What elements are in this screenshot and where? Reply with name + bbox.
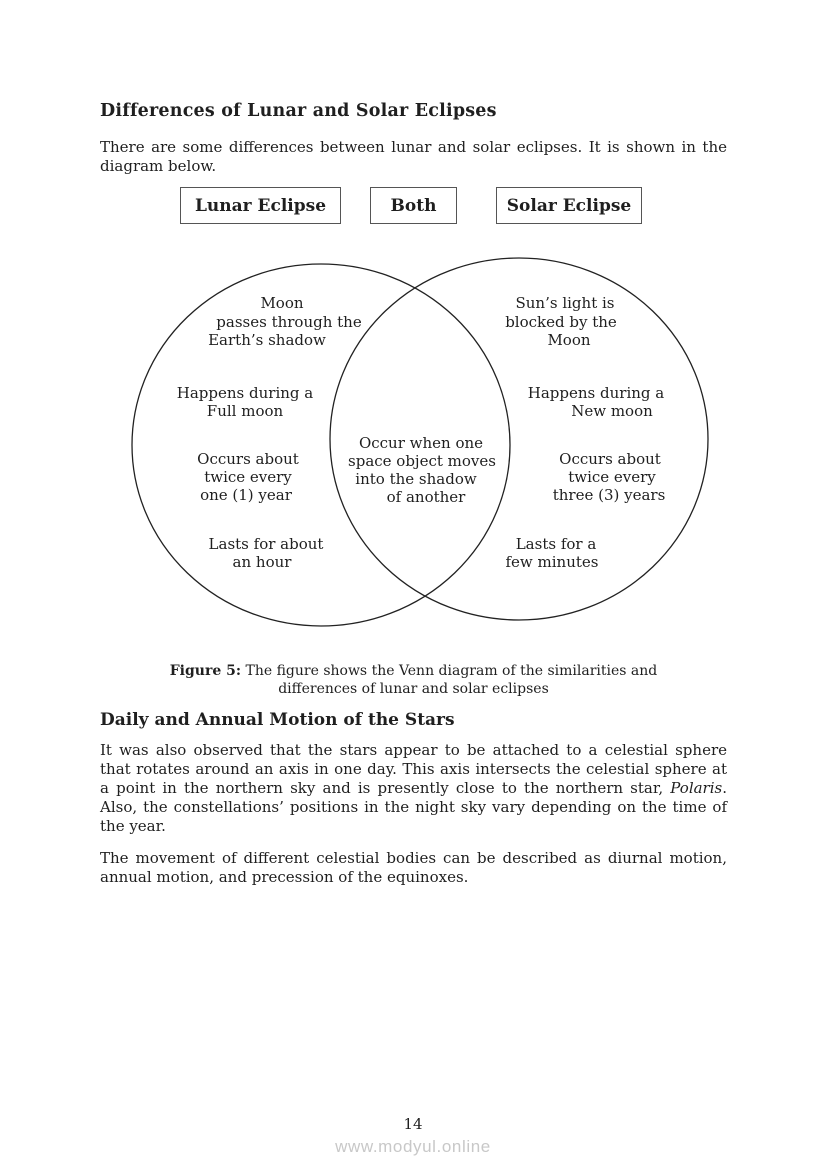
- venn-left-item-duration: [209, 535, 324, 571]
- venn-text-line: space object moves: [348, 452, 496, 470]
- label-box-lunar-eclipse: [180, 187, 341, 224]
- intro-paragraph: There are some differences between lunar and solar eclipses. It is shown in the diagram below.: [100, 138, 727, 175]
- venn-text-line: Happens during a: [527, 384, 665, 402]
- watermark-text: www.modyul.online: [335, 1137, 491, 1156]
- figure-caption-text: The figure shows the Venn diagram of the similarities and: [241, 663, 658, 679]
- venn-left-item-frequency: [197, 450, 299, 504]
- venn-text-line: Earth’s shadow: [208, 331, 326, 349]
- venn-text-line: Lasts for a: [515, 535, 597, 553]
- venn-text-line: twice every: [204, 468, 292, 486]
- venn-text-line: one (1) year: [200, 486, 292, 504]
- label-lunar-eclipse: Lunar Eclipse: [194, 195, 327, 216]
- venn-right-item-sun-blocked: [505, 294, 617, 349]
- venn-diagram: [130, 252, 710, 630]
- venn-text-line: Lasts for about: [208, 535, 324, 553]
- venn-text-line: twice every: [568, 468, 656, 486]
- venn-text-line: into the shadow: [355, 470, 477, 488]
- label-box-solar-eclipse: [496, 187, 642, 224]
- label-solar-eclipse: Solar Eclipse: [506, 195, 632, 216]
- venn-legend-row: [100, 187, 727, 224]
- venn-right-item-new-moon: [528, 384, 664, 420]
- venn-text-line: few minutes: [505, 553, 599, 571]
- venn-right-item-frequency: [553, 450, 666, 504]
- figure-caption-line1: [100, 662, 727, 680]
- motion-paragraph: The movement of different celestial bodies can be described as diurnal motion, annual motion, and precession of the equinoxes.: [100, 849, 727, 886]
- venn-text-line: three (3) years: [552, 486, 666, 504]
- venn-right-item-duration: [506, 535, 599, 571]
- venn-text-line: of another: [386, 488, 466, 506]
- heading-daily-annual-motion: Daily and Annual Motion of the Stars: [100, 710, 455, 730]
- venn-center-item-shared: [348, 434, 496, 506]
- venn-text-line: Full moon: [206, 402, 284, 420]
- venn-text-line: Occurs about: [559, 450, 661, 468]
- venn-text-line: passes through the: [216, 313, 362, 331]
- heading-differences-eclipses: Differences of Lunar and Solar Eclipses: [100, 101, 497, 121]
- label-box-both: [370, 187, 457, 224]
- venn-text-line: Occur when one: [358, 434, 484, 452]
- page-footer: [0, 1115, 826, 1169]
- venn-text-line: Moon: [260, 294, 304, 312]
- page-number: 14: [403, 1115, 423, 1133]
- stars-paragraph-end: . Also, the constellations’ positions in the night sky vary depending on the time of the year.: [100, 779, 727, 835]
- venn-text-line: an hour: [232, 553, 292, 571]
- venn-text-line: Occurs about: [197, 450, 299, 468]
- venn-text-line: New moon: [571, 402, 653, 420]
- venn-text-line: Sun’s light is: [515, 294, 615, 312]
- venn-text-line: blocked by the: [505, 313, 617, 331]
- figure-caption: [100, 662, 727, 698]
- figure-caption-line2: differences of lunar and solar eclipses: [278, 681, 549, 697]
- venn-text-line: Moon: [547, 331, 591, 349]
- stars-paragraph: [100, 741, 727, 836]
- venn-left-item-moon-shadow: [208, 294, 362, 349]
- stars-paragraph-start: It was also observed that the stars appear to be attached to a celestial sphere that rotates around an axis in one day. This axis intersects the celestial sphere at a point in the northern sky and is presently close to the northern star,: [100, 741, 727, 797]
- venn-text-line: Happens during a: [176, 384, 314, 402]
- polaris-italic: Polaris: [670, 779, 723, 797]
- figure-caption-label: Figure 5:: [169, 663, 242, 679]
- label-both: Both: [390, 195, 437, 216]
- venn-left-item-full-moon: [177, 384, 313, 420]
